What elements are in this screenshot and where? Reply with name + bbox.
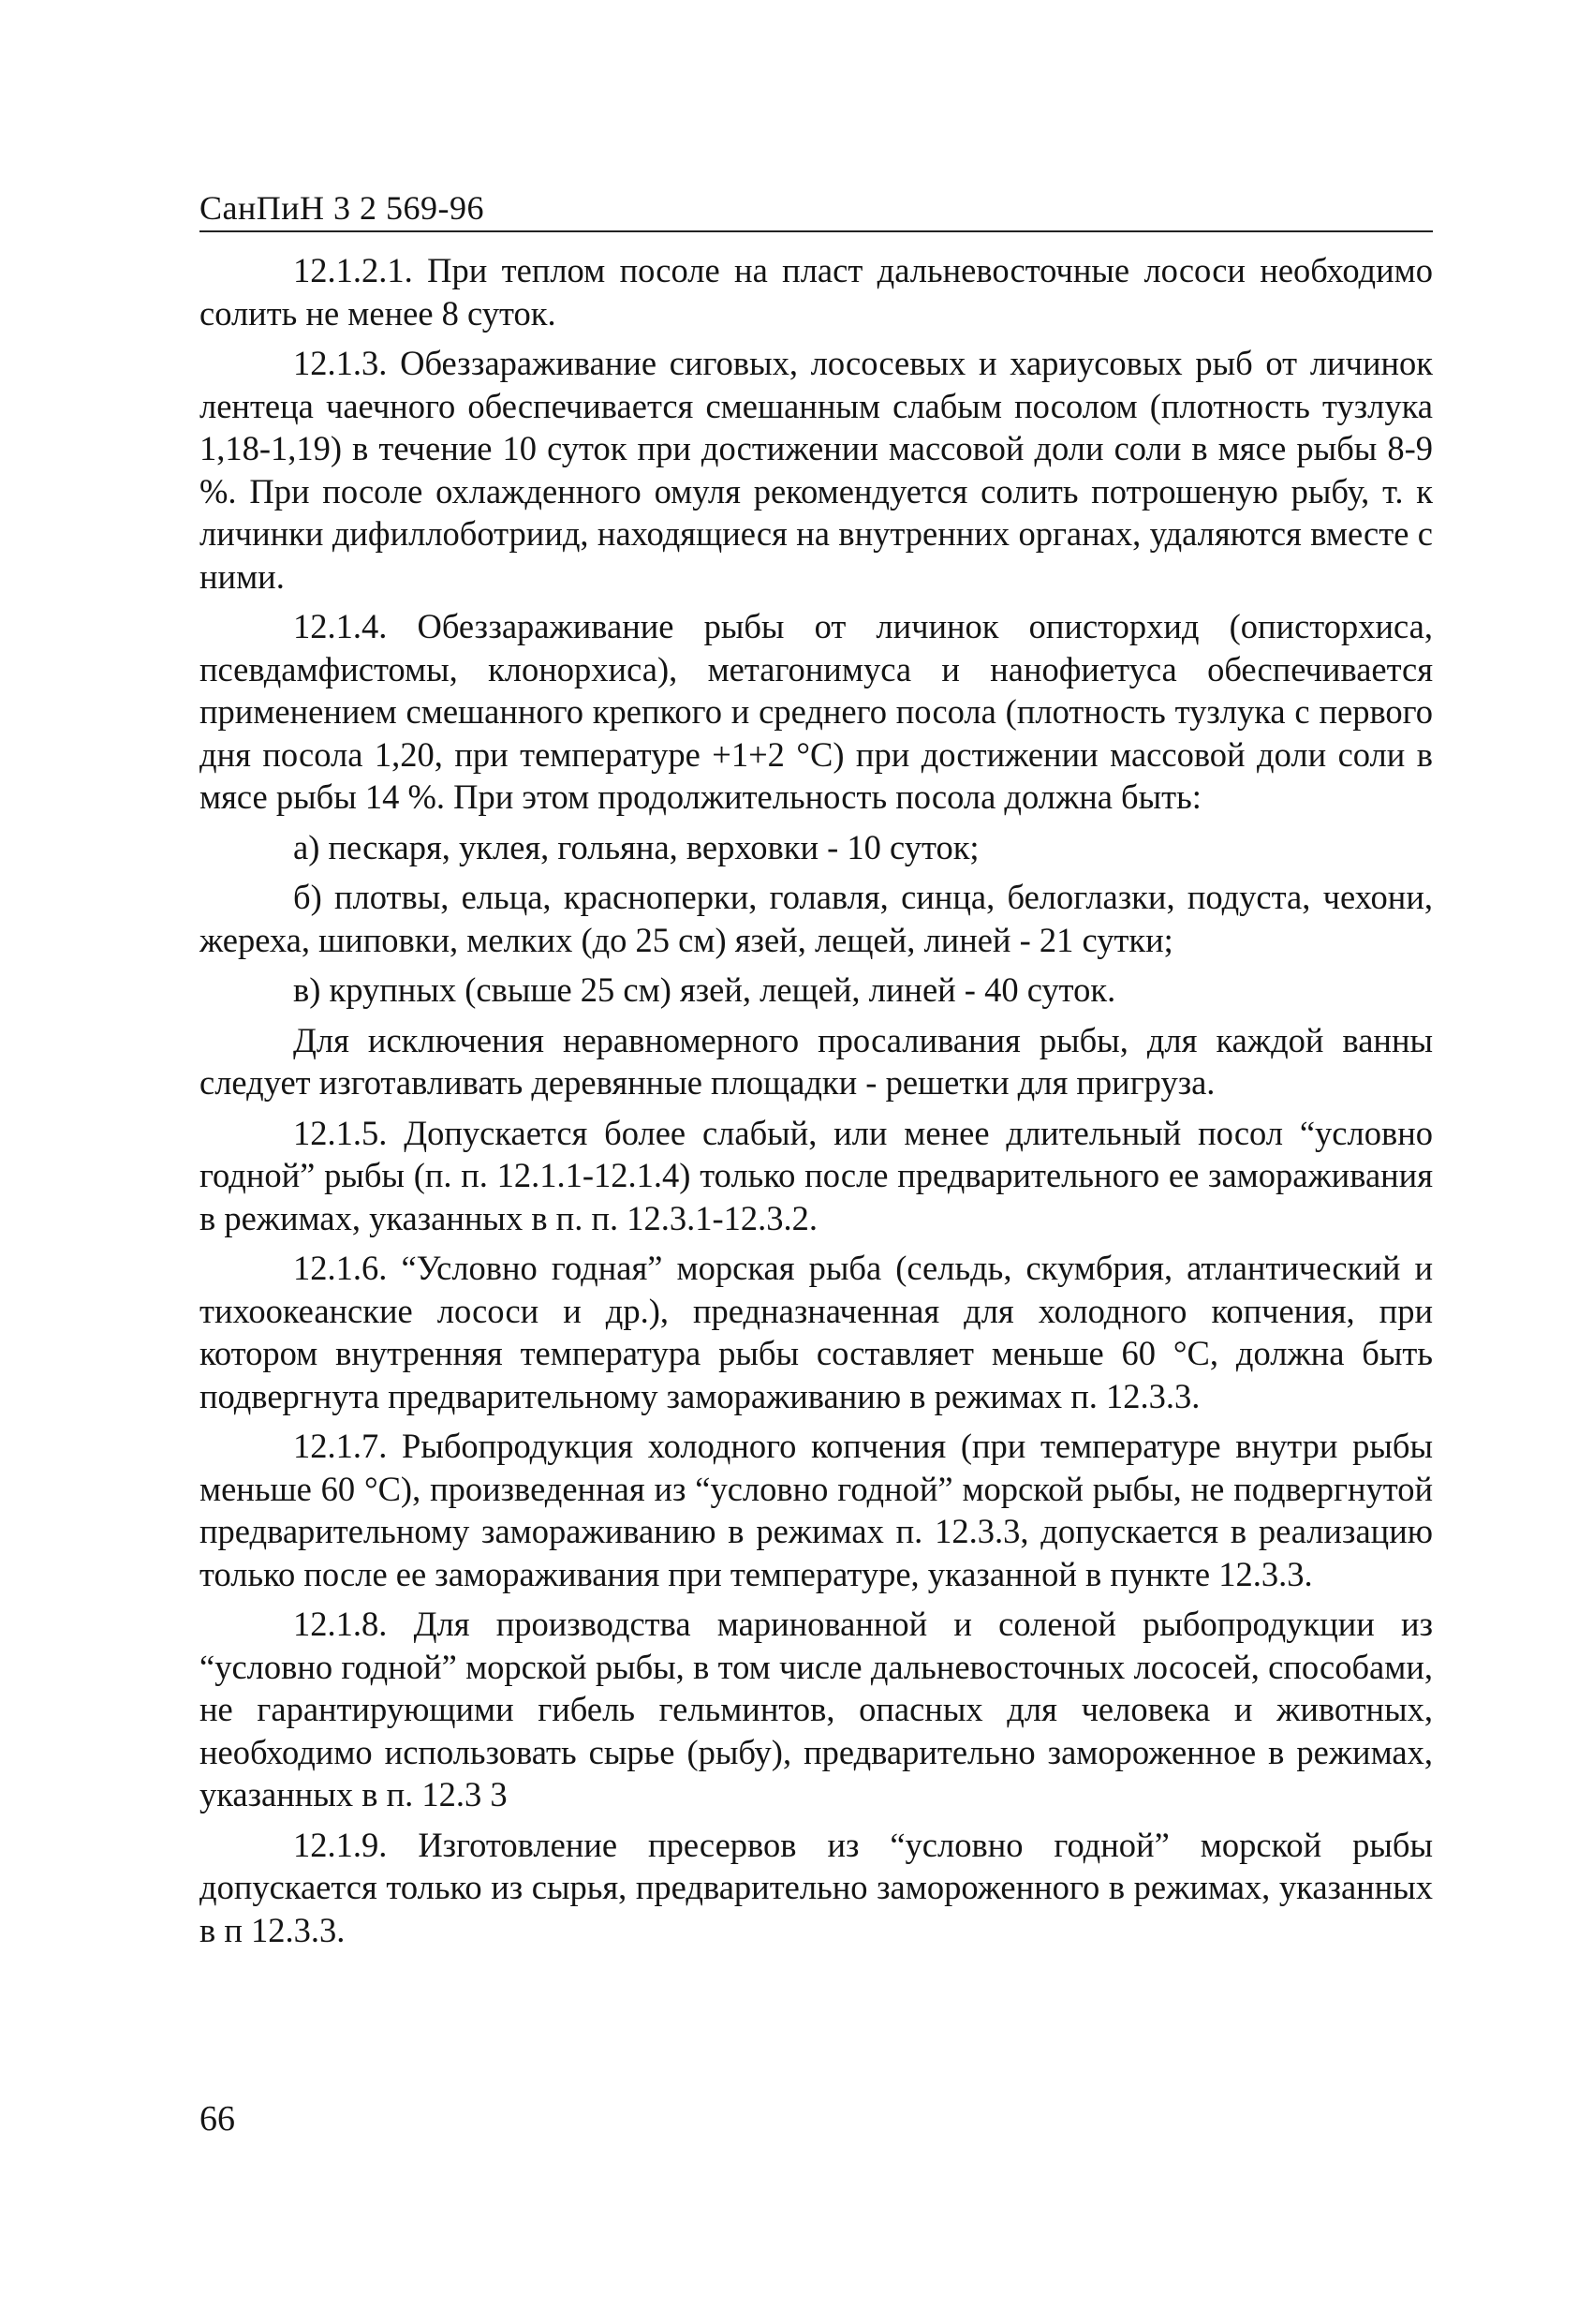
paragraph-12-1-6: 12.1.6. “Условно годная” морская рыба (сельдь, скумбрия, атлантический и тихоокеанские лососи и др.), предназначенная для холодного копчения, при котором внутренняя температура рыбы составляет меньше 60 °С, должна быть подвергнута предварительному замораживанию в режимах п. 12.3.3.: [199, 1249, 1433, 1415]
paragraph-12-1-3: 12.1.3. Обеззараживание сиговых, лососевых и хариусовых рыб от личинок лентеца чаечного обеспечивается смешанным слабым посолом (плотность тузлука 1,18-1,19) в течение 10 суток при достижении массовой доли соли в мясе рыбы 8-9 %. При посоле охлажденного омуля рекомендуется солить потрошеную рыбу, т. к личинки дифиллоботриид, находящиеся на внутренних органах, удаляются вместе с ними.: [199, 344, 1433, 596]
list-item-v: в) крупных (свыше 25 см) язей, лещей, линей - 40 суток.: [293, 970, 1116, 1009]
paragraph-12-1-2-1: 12.1.2.1. При теплом посоле на пласт дальневосточные лососи необходимо солить не менее 8 суток.: [199, 251, 1433, 333]
list-item-a: а) пескаря, уклея, гольяна, верховки - 10 суток;: [293, 827, 980, 866]
paragraph-12-1-5: 12.1.5. Допускается более слабый, или менее длительный посол “условно годной” рыбы (п. п. 12.1.1-12.1.4) только после предварительного ее замораживания в режимах, указанных в п. п. 12.3.1-12.3.2.: [199, 1113, 1433, 1237]
header-divider: [199, 230, 1433, 232]
page-number: 66: [199, 2099, 235, 2139]
list-item-b: б) плотвы, ельца, красноперки, голавля, синца, белоглазки, подуста, чехони, жереха, шиповки, мелких (до 25 см) язей, лещей, линей - 21 сутки;: [199, 878, 1433, 959]
document-body: [199, 249, 1433, 1951]
paragraph-12-1-7: 12.1.7. Рыбопродукция холодного копчения (при температуре внутри рыбы меньше 60 °С), произведенная из “условно годной” морской рыбы, не подвергнутой предварительному замораживанию в режимах п. 12.3.3, допускается в реализацию только после ее замораживания при температуре, указанной в пункте 12.3.3.: [199, 1427, 1433, 1593]
paragraph-12-1-4: 12.1.4. Обеззараживание рыбы от личинок описторхид (описторхиса, псевдамфистомы, клонорхиса), метагонимуса и нанофиетуса обеспечивается применением смешанного крепкого и среднего посола (плотность тузлука с первого дня посола 1,20, при температуре +1+2 °С) при достижении массовой доли соли в мясе рыбы 14 %. При этом продолжительность посола должна быть:: [199, 607, 1433, 816]
paragraph-12-1-8: 12.1.8. Для производства маринованной и соленой рыбопродукции из “условно годной” морской рыбы, в том числе дальневосточных лососей, способами, не гарантирующими гибель гельминтов, опасных для человека и животных, необходимо использовать сырье (рыбу), предварительно замороженное в режимах, указанных в п. 12.3 3: [199, 1605, 1433, 1813]
paragraph-12-1-9: 12.1.9. Изготовление пресервов из “условно годной” морской рыбы допускается только из сырья, предварительно замороженного в режимах, указанных в п 12.3.3.: [199, 1825, 1433, 1949]
paragraph-note: Для исключения неравномерного просаливания рыбы, для каждой ванны следует изготавливать деревянные площадки - решетки для пригруза.: [199, 1020, 1433, 1102]
running-header: СанПиН 3 2 569-96: [199, 189, 485, 227]
